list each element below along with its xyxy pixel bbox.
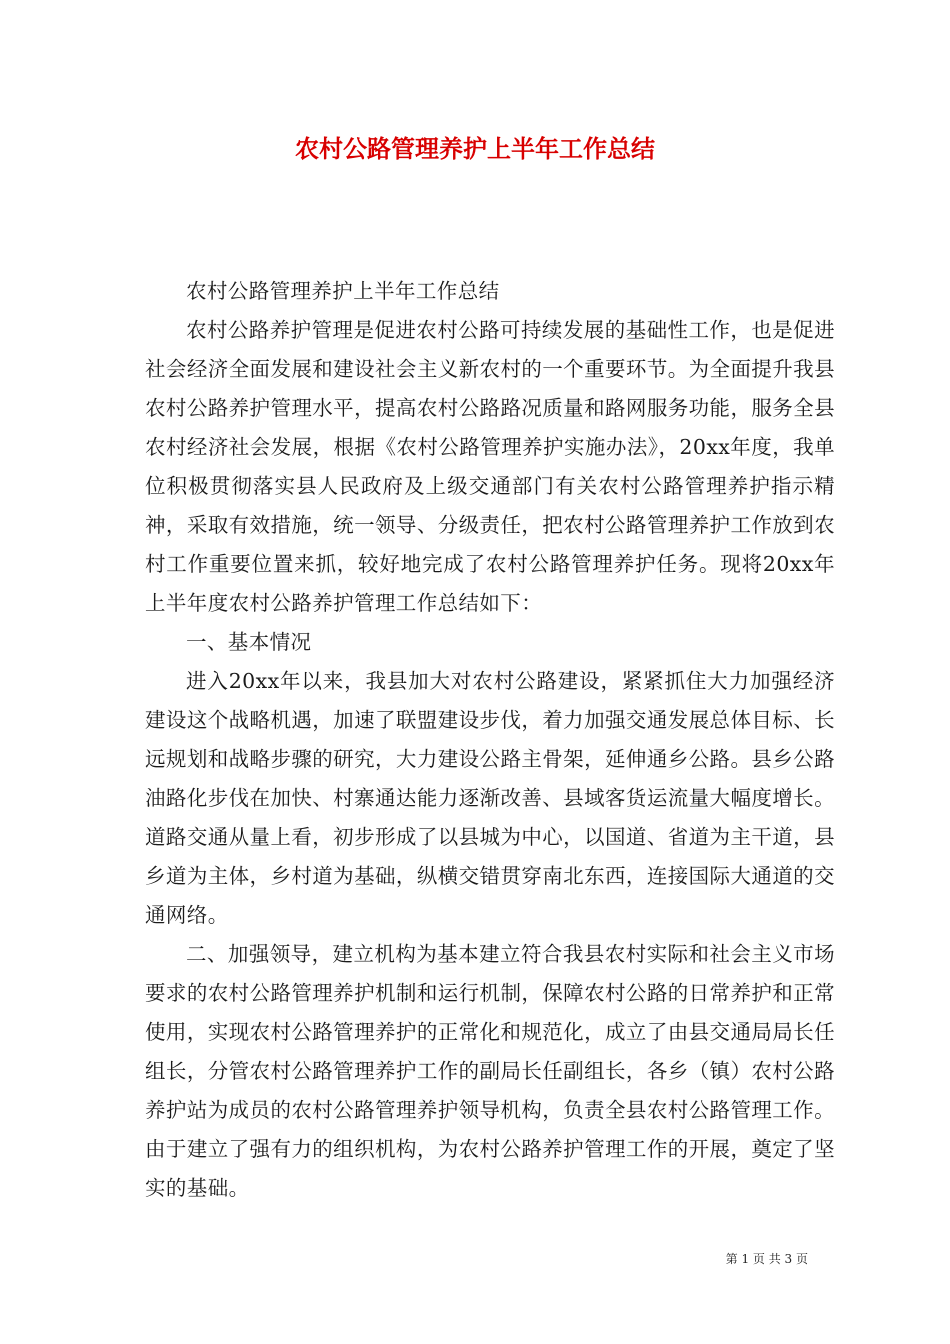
paragraph-leadership: 二、加强领导，建立机构为基本建立符合我县农村实际和社会主义市场要求的农村公路管理养护机制和运行机制，保障农村公路的日常养护和正常使用，实现农村公路管理养护的正常化和规范化，成立了由县交通局局长任组长，分管农村公路管理养护工作的副局长任副组长，各乡（镇）农村公路养护站为成员的农村公路管理养护领导机构，负责全县农村公路管理工作。由于建立了强有力的组织机构，为农村公路养护管理工作的开展，奠定了坚实的基础。 <box>145 942 835 1200</box>
paragraph-subtitle: 农村公路管理养护上半年工作总结 <box>186 279 500 303</box>
document-title: 农村公路管理养护上半年工作总结 <box>295 135 655 163</box>
document-body <box>145 272 835 1208</box>
section-heading-basic-situation: 一、基本情况 <box>186 630 312 654</box>
page-number: 第 1 页 共 3 页 <box>725 1252 808 1266</box>
paragraph-basic-situation: 进入20xx年以来，我县加大对农村公路建设，紧紧抓住大力加强经济建设这个战略机遇，加速了联盟建设步伐，着力加强交通发展总体目标、长远规划和战略步骤的研究，大力建设公路主骨架，延伸通乡公路。县乡公路油路化步伐在加快、村寨通达能力逐渐改善、县域客货运流量大幅度增长。道路交通从量上看，初步形成了以县城为中心，以国道、省道为主干道，县乡道为主体，乡村道为基础，纵横交错贯穿南北东西，连接国际大通道的交通网络。 <box>145 669 835 927</box>
paragraph-intro: 农村公路养护管理是促进农村公路可持续发展的基础性工作，也是促进社会经济全面发展和建设社会主义新农村的一个重要环节。为全面提升我县农村公路养护管理水平，提高农村公路路况质量和路网服务功能，服务全县农村经济社会发展，根据《农村公路管理养护实施办法》，20xx年度，我单位积极贯彻落实县人民政府及上级交通部门有关农村公路管理养护指示精神，采取有效措施，统一领导、分级责任，把农村公路管理养护工作放到农村工作重要位置来抓，较好地完成了农村公路管理养护任务。现将20xx年上半年度农村公路养护管理工作总结如下： <box>145 318 835 615</box>
